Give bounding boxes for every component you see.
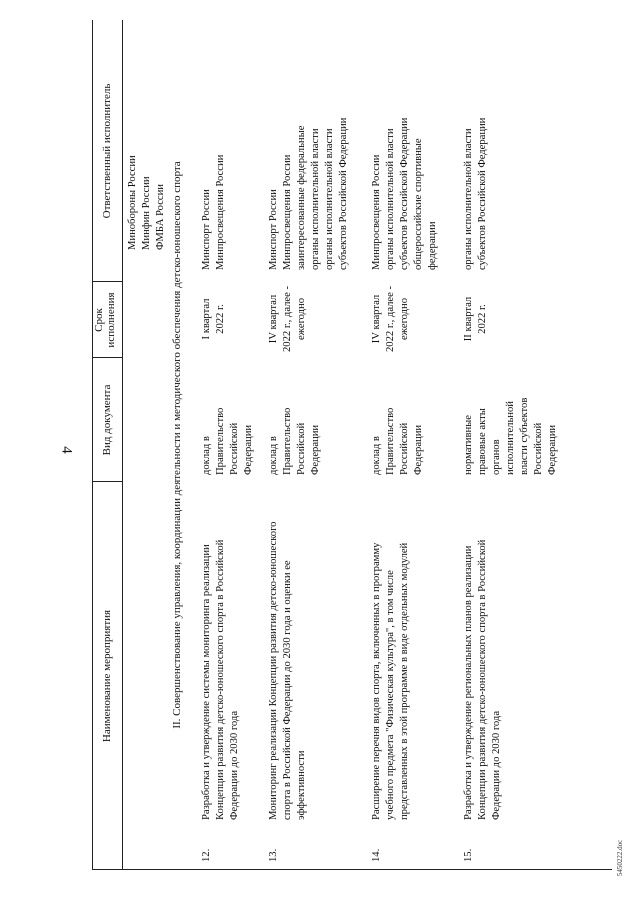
row-name-line: спорта в Российской Федерации до 2030 года и оценки ее <box>281 560 293 820</box>
row-executor-line: заинтересованные федеральные <box>295 125 307 270</box>
row-executor-line: общероссийские спортивные <box>412 138 424 270</box>
row-executor-line: органы исполнительной власти <box>323 128 335 270</box>
row-doc-type-line: доклад в <box>201 436 212 475</box>
row-name-line: Разработка и утверждение системы мониторинга реализации <box>201 544 212 820</box>
row-executor-line: Минпросвещения России <box>371 154 382 270</box>
row-doc-type-line: Российской <box>228 422 240 475</box>
row-name <box>370 490 412 820</box>
row-doc-type <box>462 365 560 475</box>
row-executor-line: органы исполнительной власти <box>463 128 474 270</box>
row-deadline-line: ежегодно <box>295 298 307 341</box>
row-name-line: Разработка и утверждение региональных планов реализации <box>463 545 474 820</box>
header-bottom-rule <box>122 20 123 870</box>
row-deadline-line: 2022 г. <box>214 304 226 334</box>
footer-filename: 5450222.doc <box>616 839 624 877</box>
row-name-line: учебного предмета "Физическая культура", в том числе <box>384 570 396 820</box>
row-name-line: Федерации до 2030 года <box>228 710 240 820</box>
row-deadline-line: I квартал <box>201 298 212 340</box>
row-name-line: Мониторинг реализации Концепции развития детско-юношеского <box>268 521 279 820</box>
row-name-line: Федерации до 2030 года <box>490 710 502 820</box>
table-top-rule <box>92 20 93 870</box>
row-doc-type-line: Федерации <box>412 424 424 475</box>
row-doc-type-line: Федерации <box>546 424 558 475</box>
row-deadline <box>267 283 309 355</box>
row-number: 14. <box>371 848 382 862</box>
row-executor <box>200 20 228 270</box>
carry-executor-line: Минфин России <box>140 176 152 250</box>
row-doc-type <box>267 365 323 475</box>
carry-executor-line: ФМБА России <box>154 184 166 250</box>
row-name-line: Концепции развития детско-юношеского спорта в Российской <box>214 539 226 820</box>
row-doc-type-line: Правительство <box>281 407 293 475</box>
row-executor-line: Минспорт России <box>268 189 279 270</box>
row-doc-type-line: Правительство <box>384 407 396 475</box>
row-number: 15. <box>463 848 474 862</box>
row-deadline <box>370 283 412 355</box>
row-name-line: представленных в этой программе в виде отдельных модулей <box>398 542 410 820</box>
row-deadline-line: IV квартал <box>268 294 279 344</box>
page-number: 4 <box>58 446 75 454</box>
row-executor-line: Минспорт России <box>201 189 212 270</box>
row-executor-line: федерации <box>426 221 438 270</box>
row-doc-type-line: Правительство <box>214 407 226 475</box>
row-executor-line: субъектов Российской Федерации <box>476 117 488 270</box>
row-doc-type-line: Федерации <box>242 424 254 475</box>
row-executor-line: органы исполнительной власти <box>309 128 321 270</box>
row-doc-type-line: Российской <box>398 422 410 475</box>
row-deadline-line: 2022 г. <box>476 304 488 334</box>
row-deadline <box>200 283 228 355</box>
row-doc-type-line: органов <box>490 439 502 475</box>
row-name <box>267 490 309 820</box>
rotated-table <box>92 20 612 870</box>
row-doc-type-line: Российской <box>532 422 544 475</box>
row-executor-line: органы исполнительной власти <box>384 128 396 270</box>
header-deadline: Срок исполнения <box>93 292 118 348</box>
row-number: 13. <box>268 848 279 862</box>
row-executor <box>462 20 490 270</box>
row-executor <box>370 20 440 270</box>
section-title: II. Совершенствование управления, координации деятельности и методического обеспечения детско-юношеского спорта <box>171 161 183 729</box>
row-number: 12. <box>201 848 212 862</box>
row-doc-type-line: доклад в <box>371 436 382 475</box>
row-doc-type-line: власти субъектов <box>518 397 530 475</box>
header-doc-type: Вид документа <box>101 384 113 456</box>
header-executor: Ответственный исполнитель <box>101 83 113 219</box>
row-name <box>462 490 504 820</box>
row-deadline-line: IV квартал <box>371 294 382 344</box>
row-doc-type-line: Федерации <box>309 424 321 475</box>
row-deadline-line: 2022 г., далее - <box>384 286 396 352</box>
carry-executor-line: Минобороны России <box>127 155 138 250</box>
row-name <box>200 490 242 820</box>
row-doc-type <box>200 365 256 475</box>
row-deadline-line: II квартал <box>463 296 474 342</box>
row-deadline-line: ежегодно <box>398 298 410 341</box>
carry-over-executor <box>126 30 168 250</box>
row-doc-type-line: правовые акты <box>476 408 488 475</box>
row-deadline-line: 2022 г., далее - <box>281 286 293 352</box>
row-doc-type-line: исполнительной <box>504 401 516 475</box>
row-deadline <box>462 283 490 355</box>
row-name-line: Концепции развития детско-юношеского спорта в Российской <box>476 539 488 820</box>
row-executor <box>267 20 351 270</box>
row-doc-type-line: Российской <box>295 422 307 475</box>
row-name-line: Расширение перечня видов спорта, включенных в программу <box>371 542 382 820</box>
row-doc-type-line: нормативные <box>463 415 474 475</box>
row-executor-line: субъектов Российской Федерации <box>398 117 410 270</box>
row-name-line: эффективности <box>295 750 307 820</box>
row-executor-line: субъектов Российской Федерации <box>337 117 349 270</box>
row-doc-type <box>370 365 426 475</box>
row-executor-line: Минпросвещения России <box>281 154 293 270</box>
row-doc-type-line: доклад в <box>268 436 279 475</box>
header-name: Наименование мероприятия <box>101 609 113 743</box>
row-executor-line: Минпросвещения России <box>214 154 226 270</box>
